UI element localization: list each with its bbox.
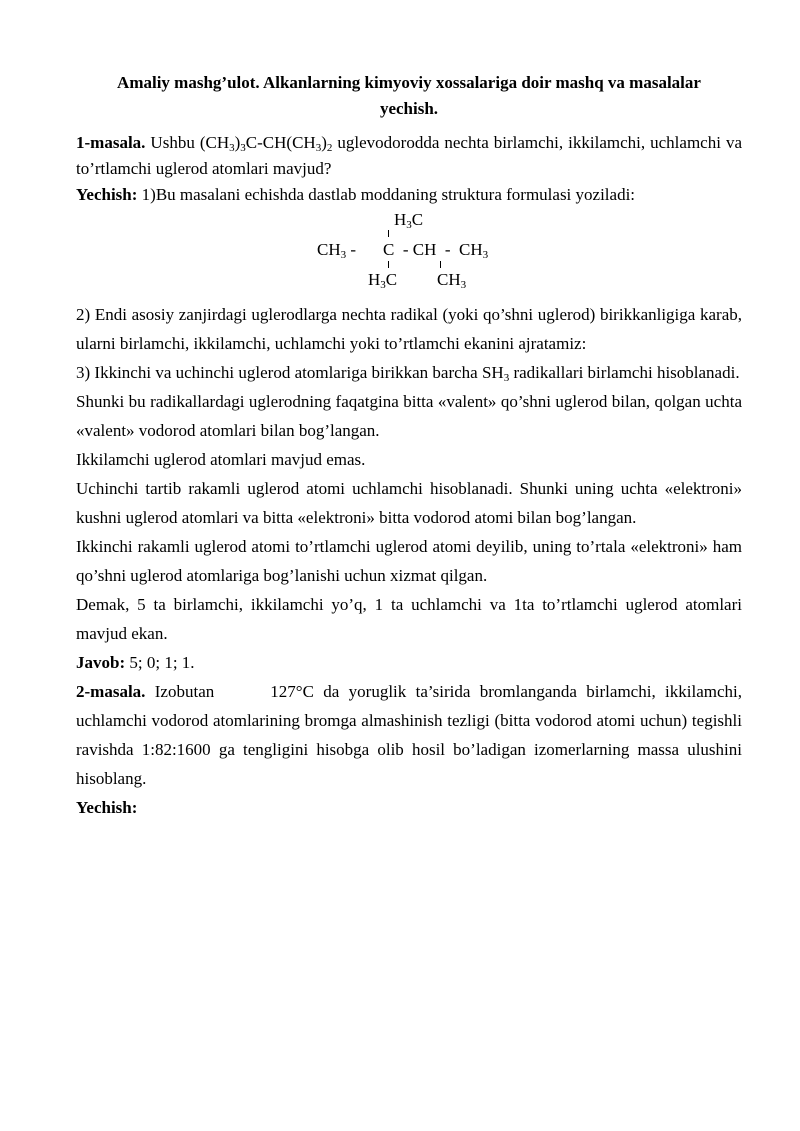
- solution-2-label: Yechish:: [76, 798, 138, 817]
- formula-text: -: [346, 240, 357, 259]
- paragraph-5: Ikkilamchi uglerod atomlari mavjud emas.: [76, 450, 366, 469]
- subscript: 3: [503, 372, 510, 384]
- bond-line-bottom-left: [388, 261, 389, 268]
- subscript: 2: [326, 142, 333, 154]
- problem-2-text: Izobutan 127°C da yoruglik ta’sirida bromlanganda birlamchi, ikkilamchi, uchlamchi vodorod atomlarining bromga almashinish tezligi (bitta vodorod atomi uchun) tegishli ravishda 1:82:1600 ga tengligini hisobga olib hosil bo’ladigan izomerlarning massa ulushini hisoblang.: [76, 682, 747, 788]
- subscript: 3: [482, 249, 489, 261]
- bond-line-top: [388, 230, 389, 237]
- problem-1-text-d: ): [321, 133, 327, 152]
- subscript: 3: [406, 219, 412, 231]
- answer-1: [76, 648, 742, 677]
- paragraph-3-text-b: radikallari birlamchi hisoblanadi.: [509, 363, 740, 382]
- formula-left-group: [317, 240, 356, 260]
- formula-text: CH: [437, 270, 461, 289]
- formula-main-chain: [383, 240, 488, 260]
- document-page: [76, 70, 747, 822]
- problem-1-label: 1-masala.: [76, 133, 146, 152]
- paragraph-6: Uchinchi tartib rakamli uglerod atomi uchlamchi hisoblanadi. Shunki uning uchta «elektroni» kushni uglerod atomlari va bitta «elektroni» bitta vodorod atomi bilan bog’langan.: [76, 479, 742, 527]
- bond-line-bottom-right: [440, 261, 441, 268]
- problem-2-label: 2-masala.: [76, 682, 146, 701]
- subscript: 3: [315, 142, 322, 154]
- answer-1-label: Javob:: [76, 653, 126, 672]
- formula-text: C - CH - CH: [383, 240, 483, 259]
- formula-text: H: [394, 210, 407, 229]
- paragraph-4: Shunki bu radikallardagi uglerodning faqatgina bitta «valent» qo’shni uglerod bilan, qolgan uchta «valent» vodorod atomlari bilan bog’langan.: [76, 392, 742, 440]
- page-title: [76, 70, 742, 122]
- subscript: 3: [380, 279, 386, 291]
- solution-1-label: Yechish:: [76, 185, 138, 204]
- subscript: 3: [460, 279, 467, 291]
- subscript: 3: [340, 249, 347, 261]
- formula-text: C: [411, 210, 424, 229]
- title-line-2: yechish.: [379, 99, 439, 118]
- formula-top-group: [394, 210, 423, 230]
- problem-1: [76, 130, 742, 182]
- paragraph-3-text-a: 3) Ikkinchi va uchinchi uglerod atomlariga birikkan barcha SH: [76, 363, 504, 382]
- formula-bottom-left-group: [368, 270, 397, 290]
- paragraph-7: Ikkinchi rakamli uglerod atomi to’rtlamchi uglerod atomi deyilib, uning to’rtala «elektroni» ham qo’shni uglerod atomlariga bog’lanishi uchun xizmat qilgan.: [76, 537, 742, 585]
- paragraph-3: [76, 358, 742, 387]
- paragraph-8: Demak, 5 ta birlamchi, ikkilamchi yo’q, 1 ta uchlamchi va 1ta to’rtlamchi uglerod atomlari mavjud ekan.: [76, 595, 742, 643]
- answer-1-text: 5; 0; 1; 1.: [125, 653, 195, 672]
- solution-1: [76, 182, 742, 208]
- subscript: 3: [240, 142, 246, 154]
- problem-1-text-b: ): [234, 133, 241, 152]
- problem-1-text-a: Ushbu (CH: [145, 133, 230, 152]
- formula-bottom-right-group: [437, 270, 466, 290]
- title-line-1: Amaliy mashg’ulot. Alkanlarning kimyoviy xossalariga doir mashq va masalalar: [117, 73, 701, 92]
- formula-text: C: [385, 270, 398, 289]
- paragraph-2: 2) Endi asosiy zanjirdagi uglerodlarga nechta radikal (yoki qo’shni uglerod) birikkanligiga karab, ularni birlamchi, ikkilamchi, uchlamchi yoki to’rtlamchi ekanini ajratamiz:: [76, 305, 742, 353]
- problem-1-text-c: C-CH(CH: [245, 133, 316, 152]
- problem-2: [76, 677, 747, 793]
- solution-1-text: 1)Bu masalani echishda dastlab moddaning struktura formulasi yoziladi:: [137, 185, 636, 204]
- problem-1-text-e: uglevodorodda nechta birlamchi, ikkilamchi, uchlamchi va to’rtlamchi uglerod atomlari mavjud?: [76, 133, 742, 178]
- subscript: 3: [229, 142, 235, 154]
- formula-text: H: [368, 270, 381, 289]
- solution-2: [76, 793, 742, 822]
- formula-text: CH: [317, 240, 341, 259]
- structural-formula: [76, 208, 742, 300]
